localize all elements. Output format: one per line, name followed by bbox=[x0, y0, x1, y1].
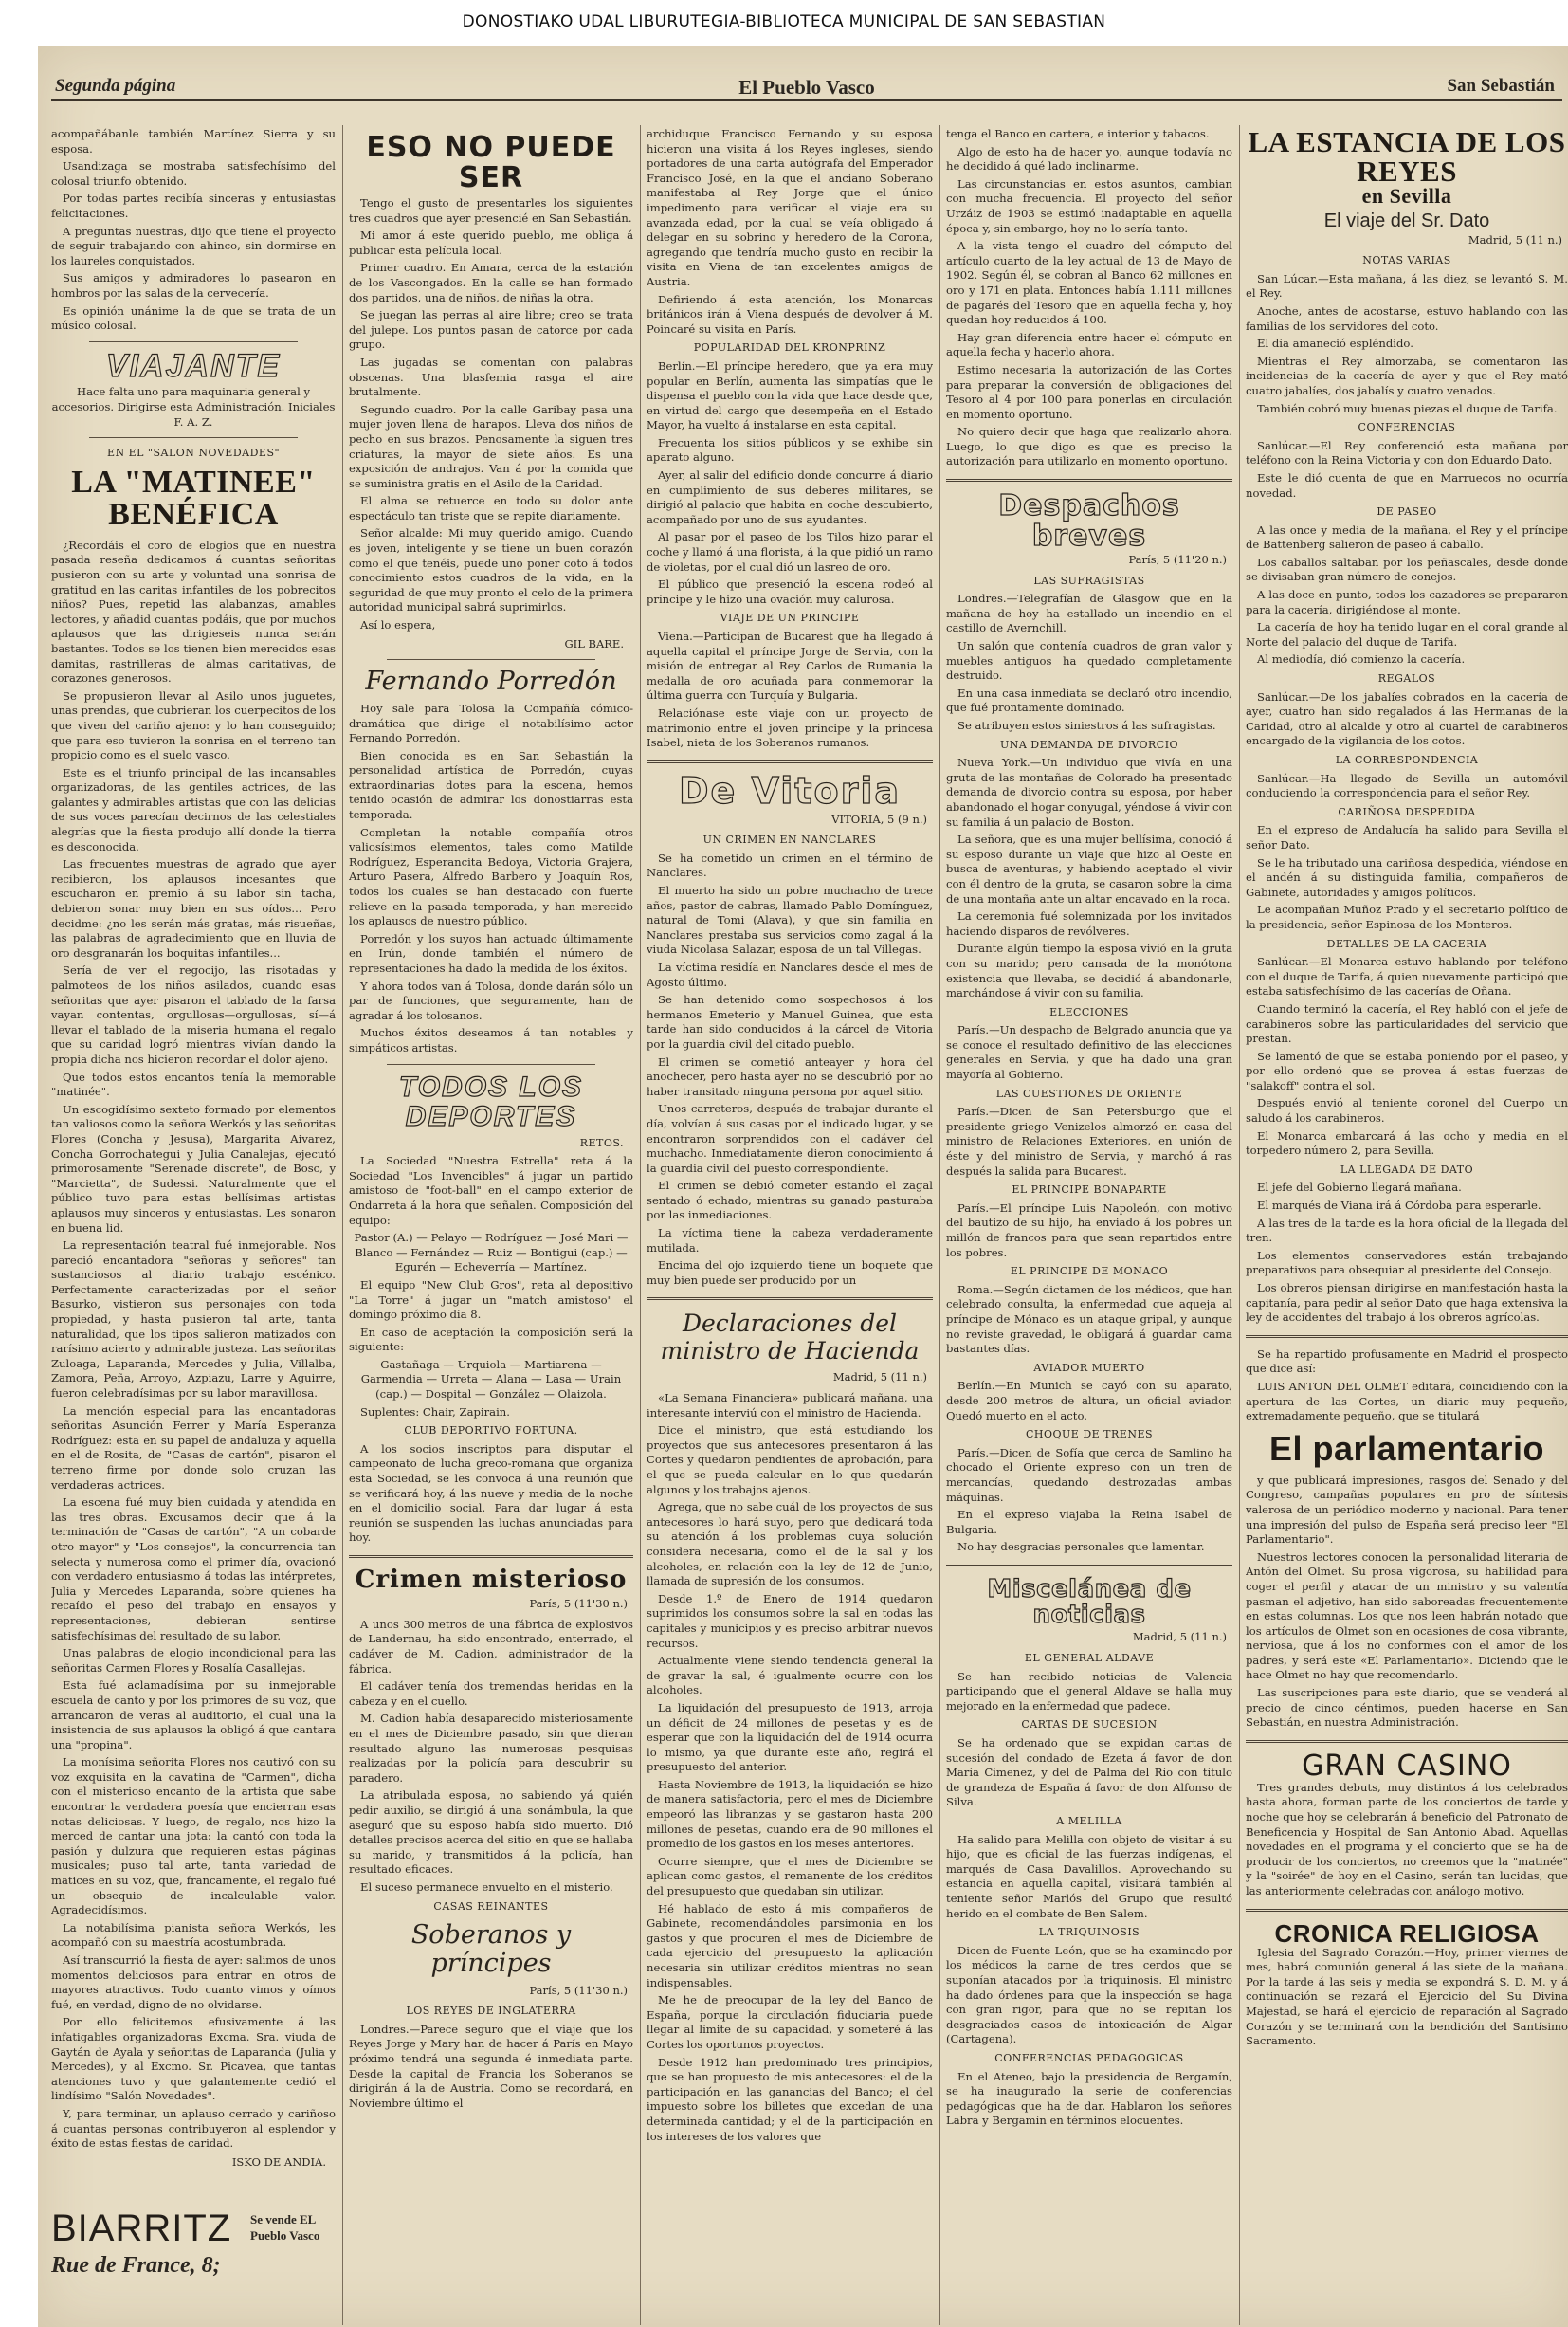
paragraph: Londres.—Telegrafían de Glasgow que en la mañana de hoy ha estallado un incendio en el castillo de Avernchill. bbox=[946, 592, 1232, 635]
paragraph: Mi amor á este querido pueblo, me obliga á publicar esta película local. bbox=[349, 229, 633, 257]
dateline: París, 5 (11'20 n.) bbox=[1128, 553, 1227, 567]
paragraph: Suplentes: Chair, Zapirain. bbox=[360, 1404, 510, 1419]
crimen-heading: Crimen misterioso bbox=[355, 1566, 628, 1594]
paragraph: Roma.—Según dictamen de los médicos, que han celebrado consulta, la enfermedad que aqueja al príncipe de Mónaco es un ataque gripal, y aunque no reviste gravedad, le obligará á guardar cama bastantes días. bbox=[946, 1282, 1232, 1356]
paragraph: La cacería de hoy ha tenido lugar en el coral grande al Norte del palacio del duque de Tarifa. bbox=[1246, 620, 1568, 649]
subhead: EL PRINCIPE BONAPARTE bbox=[1012, 1183, 1167, 1197]
column-rule bbox=[640, 125, 641, 2325]
deportes-heading: TODOS LOS DEPORTES bbox=[398, 1071, 584, 1133]
miscelanea-heading: Miscelánea de noticias bbox=[987, 1574, 1192, 1630]
subhead: LA CORRESPONDENCIA bbox=[1335, 754, 1479, 766]
paragraph: El cadáver tenía dos tremendas heridas en la cabeza y en el cuello. bbox=[349, 1679, 633, 1708]
column-rule bbox=[1239, 125, 1240, 2325]
paragraph: La Sociedad "Nuestra Estrella" reta á la Sociedad "Los Invencibles" á jugar un partido amistoso de "foot-ball" en el campo exterior de Ondarreta á la hora que señalen. Composición del equipo: bbox=[349, 1154, 633, 1227]
city-label: San Sebastián bbox=[1447, 76, 1555, 96]
newspaper-page bbox=[38, 46, 1568, 2327]
dateline: París, 5 (11'30 n.) bbox=[529, 1983, 628, 1997]
divider bbox=[387, 659, 595, 660]
paragraph: Las frecuentes muestras de agrado que ayer recibieron, los aplausos incesantes que escucharon en premio á su labor sin tacha, debieron sonar muy bien en sus oídos... Pero decidme: ¿no les serán más gratas, más risueñas, las palabras de agradecimiento que en lluvia de oro desgranarán los boquitas infantiles... bbox=[51, 857, 336, 960]
paragraph: Un salón que contenía cuadros de gran valor y muebles antiguos ha quedado completamente destruido. bbox=[946, 639, 1232, 683]
paragraph: En el expreso viajaba la Reina Isabel de Bulgaria. bbox=[946, 1508, 1232, 1536]
column-2 bbox=[349, 127, 633, 2323]
dateline: Madrid, 5 (11 n.) bbox=[832, 1370, 927, 1384]
paragraph: Encima del ojo izquierdo tiene un boquete que muy bien puede ser producido por un bbox=[647, 1258, 933, 1287]
divider bbox=[946, 479, 1232, 482]
paragraph: Se ha repartido profusamente en Madrid el prospecto que dice así: bbox=[1246, 1347, 1568, 1376]
paragraph: A unos 300 metros de una fábrica de explosivos de Landernau, ha sido encontrado, enterrado, el cadáver de M. Cadion, administrador de la fábrica. bbox=[349, 1617, 633, 1676]
paragraph: Y ahora todos van á Tolosa, donde darán sólo un par de funciones, que seguramente, han de agradar á los tolosanos. bbox=[349, 979, 633, 1022]
paragraph: París.—Dicen de Sofía que cerca de Samlino ha chocado el Oriente expreso con un tren de mercancías, quedando destrozadas ambas máquinas. bbox=[946, 1445, 1232, 1504]
dateline: Madrid, 5 (11 n.) bbox=[1468, 232, 1562, 247]
subhead: POPULARIDAD DEL KRONPRINZ bbox=[693, 341, 886, 355]
paragraph: Se le ha tributado una cariñosa despedida, viéndose en el andén á su distinguida familia, compañeros de Gabinete, autoridades y amigos políticos. bbox=[1246, 855, 1568, 899]
paragraph: Sanlúcar.—De los jabalíes cobrados en la cacería de ayer, cuatro han sido regalados á las Hermanas de la Caridad, otro al alcalde y otro al cuartel de carabineros encargado de la vigilancia de los cotos. bbox=[1246, 689, 1568, 748]
paragraph: A la vista tengo el cuadro del cómputo del artículo cuarto de la ley actual de 13 de Mayo de 1902. Según él, se cobran al Banco 62 millones en oro y 171 en plata. Entonces había 1.111 millones de pagarés del Tesoro que en aquella fecha y, hoy quedan hoy reducidos á 100. bbox=[946, 239, 1232, 327]
paragraph: La ceremonia fué solemnizada por los invitados haciendo disparos de revólveres. bbox=[946, 909, 1232, 938]
soberanos-heading: Soberanos y príncipes bbox=[410, 1920, 572, 1978]
paragraph: También cobró muy buenas piezas el duque de Tarifa. bbox=[1257, 401, 1558, 415]
paragraph: En el expreso de Andalucía ha salido para Sevilla el señor Dato. bbox=[1246, 823, 1568, 852]
divider bbox=[647, 760, 933, 763]
subhead: CONFERENCIAS bbox=[1358, 421, 1456, 434]
paragraph: Muchos éxitos deseamos á tan notables y simpáticos artistas. bbox=[349, 1026, 633, 1054]
paragraph: La víctima tiene la cabeza verdaderamente mutilada. bbox=[647, 1226, 933, 1255]
subhead: UNA DEMANDA DE DIVORCIO bbox=[999, 738, 1179, 751]
paragraph: Este le dió cuenta de que en Marruecos no ocurría novedad. bbox=[1246, 470, 1568, 500]
paragraph: Tres grandes debuts, muy distintos á los celebrados hasta ahora, forman parte de los conciertos de tarde y noche que hoy se celebrarán á beneficio del Patronato de Beneficencia y Hospital de San Antonio Abad. Aquellas novedades en el programa y el concierto que se ha de producir de los conciertos, no creemos que la "matinée" y la "soirée" de hoy en el Casino, serán tan lucidas, que las anteriormente celebradas con análogo motivo. bbox=[1246, 1780, 1568, 1897]
paragraph: En una casa inmediata se declaró otro incendio, que fué prontamente dominado. bbox=[946, 686, 1232, 715]
paragraph: Defiriendo á esta atención, los Monarcas británicos irán á Viena después de devolver á M. Poincaré su visita en París. bbox=[647, 292, 933, 336]
subhead: VIAJE DE UN PRINCIPE bbox=[720, 612, 860, 625]
paragraph: Se han detenido como sospechosos á los hermanos Emeterio y Manuel Guinea, que esta tarde han sido conducidos á la cárcel de Vitoria por la guardia civil del citado pueblo. bbox=[647, 993, 933, 1051]
paragraph: Sus amigos y admiradores lo pasearon en hombros por las salas de la cervecería. bbox=[51, 271, 336, 300]
paragraph: Hé hablado de esto á mis compañeros de Gabinete, recomendándoles parsimonia en los gastos y que procuren el mes de Diciembre de cada ejercicio del presupuesto la aplicación necesaria sin utilizar créditos mientras no sean indispensables. bbox=[647, 1901, 933, 1989]
intro-block bbox=[51, 127, 336, 334]
paragraph: Agrega, que no sabe cuál de los proyectos de sus antecesores lo hará suyo, pero que dedicará toda su atención á los problemas cuya solución considera necesaria, como el de la sal y los alcoholes, en relación con la ley de 12 de Junio, llamada de supresión de los consumos. bbox=[647, 1500, 933, 1588]
paragraph: Berlín.—En Munich se cayó con su aparato, desde 200 metros de altura, un oficial aviador. Quedó muerto en el acto. bbox=[946, 1379, 1232, 1422]
paragraph: Usandizaga se mostraba satisfechísimo del colosal triunfo obtenido. bbox=[51, 159, 336, 188]
paragraph: Desde 1.º de Enero de 1914 quedaron suprimidos los consumos sobre la sal en todas las capitales y municipios y es preciso arbitrar nuevos recursos. bbox=[647, 1591, 933, 1650]
subhead: ELECCIONES bbox=[1049, 1005, 1129, 1018]
paragraph: Los elementos conservadores están trabajando preparativos para obsequiar al presidente del Consejo. bbox=[1246, 1248, 1568, 1277]
dato-heading: El viaje del Sr. Dato bbox=[1323, 211, 1490, 231]
paragraph: Frecuenta los sitios públicos y se exhibe sin aparato alguno. bbox=[647, 435, 933, 465]
paragraph: El día amaneció espléndido. bbox=[1257, 337, 1413, 351]
subhead: UN CRIMEN EN NANCLARES bbox=[702, 834, 877, 847]
viajante-heading: VIAJANTE bbox=[105, 347, 282, 384]
dateline: VITORIA, 5 (9 n.) bbox=[831, 812, 927, 826]
paragraph: Se han recibido noticias de Valencia participando que el general Aldave se halla muy mejorado en la enfermedad que padece. bbox=[946, 1669, 1232, 1713]
paragraph: Las suscripciones para este diario, que se venderá al precio de cinco céntimos, pueden hacerse en San Sebastián, en nuestra Administración. bbox=[1246, 1686, 1568, 1730]
divider bbox=[349, 1555, 633, 1558]
paragraph: tenga el Banco en cartera, e interior y tabacos. bbox=[946, 127, 1210, 140]
paragraph: La monísima señorita Flores nos cautivó con su voz exquisita en la cavatina de "Carmen", dicha con el misterioso encanto de la artista que sabe encontrar la verdadera poesía que encierran esas notas deliciosas. Y luego, de regalo, nos hizo la merced de cantar una jota: la cantó con toda la pasión y dulzura que requieren estas páginas musicales; puso tal arte, tanta variedad de matices en su voz, que, francamente, el regalo fué un obsequio de incalculable valor. Agradecidísimos. bbox=[51, 1755, 336, 1917]
paragraph: Hasta Noviembre de 1913, la liquidación se hizo de manera satisfactoria, pero el mes de Diciembre empeoró las libranzas y se gastaron hasta 200 millones de pesetas, cuando era de 90 millones el promedio de los gastos en los meses anteriores. bbox=[647, 1777, 933, 1851]
paragraph: La notabilísima pianista señora Werkós, les acompañó con su maestría acostumbrada. bbox=[51, 1920, 336, 1950]
subhead: CARIÑOSA DESPEDIDA bbox=[1338, 805, 1476, 818]
paragraph: acompañábanle también Martínez Sierra y su esposa. bbox=[51, 127, 336, 156]
paragraph: Se ha ordenado que se expidan cartas de sucesión del condado de Ezeta á favor de don María Cimenez, y del de Palma del Río con título de grandeza de España á favor de don Alfonso de Silva. bbox=[946, 1736, 1232, 1809]
paragraph: Bien conocida es en San Sebastián la personalidad artística de Porredón, cuyas extraordinarias dotes para la escena, hemos tenido ocasión de admirar los donostiarras esta temporada. bbox=[349, 748, 633, 822]
column-3 bbox=[647, 127, 933, 2323]
subhead: CARTAS DE SUCESION bbox=[1021, 1718, 1158, 1732]
dateline: París, 5 (11'30 n.) bbox=[529, 1597, 628, 1611]
paragraph: La víctima residía en Nanclares desde el mes de Agosto último. bbox=[647, 960, 933, 989]
paragraph: En el Ateneo, bajo la presidencia de Bergamín, se ha inaugurado la serie de conferencias pedagógicas que ha de dar. Hablaron los señores Labra y Bergamín en términos elocuentes. bbox=[946, 2069, 1232, 2128]
paragraph: A las doce en punto, todos los cazadores se prepararon para la cacería, dirigiéndose al monte. bbox=[1246, 588, 1568, 616]
team-lineup: Pastor (A.) — Pelayo — Rodríguez — José Mari — Blanco — Fernández — Ruiz — Bontigui (cap.) — Egurén — Echeverría — Martínez. bbox=[354, 1231, 629, 1274]
casino-heading: GRAN CASINO bbox=[1302, 1749, 1512, 1783]
paragraph: El marqués de Viana irá á Córdoba para esperarle. bbox=[1257, 1199, 1541, 1213]
religiosa-heading: CRONICA RELIGIOSA bbox=[1274, 1918, 1540, 1948]
paragraph: Las jugadas se comentan con palabras obscenas. Una blasfemia rasga el aire brutalmente. bbox=[349, 355, 633, 399]
paragraph: Se atribuyen estos siniestros á las sufragistas. bbox=[957, 719, 1216, 732]
paragraph: Después envió al teniente coronel del Cuerpo un saludo á los carabineros. bbox=[1246, 1096, 1568, 1126]
paragraph: LUIS ANTON DEL OLMET editará, coincidiendo con la apertura de las Cortes, un diario muy pequeño, extremadamente pequeño, que se titulará bbox=[1246, 1379, 1568, 1423]
paragraph: Se propusieron llevar al Asilo unos juguetes, unas prendas, que cubrieran los cuerpecitos de los que viven del cariño ajeno: y lo han conseguido; que para eso tuvieron la sonrisa en el terreno tan propicio como es el suelo vasco. bbox=[51, 688, 336, 762]
biarritz-ad bbox=[51, 2208, 336, 2283]
library-banner: DONOSTIAKO UDAL LIBURUTEGIA-BIBLIOTECA MUNICIPAL DE SAN SEBASTIAN bbox=[0, 0, 1568, 44]
column-rule bbox=[939, 125, 940, 2325]
paragraph: La señora, que es una mujer bellísima, conoció á su esposo durante un viaje que hizo al Oeste en busca de aventuras, y habiendo aceptado el vivir con él dentro de la gruta, se casaron sobre la cima de una montaña ante un altar encavado en la roca. bbox=[946, 833, 1232, 906]
paragraph: La representación teatral fué inmejorable. Nos pareció encantadora "señoras y señores" tan sustanciosos al diario trabajo escénico. Perfectamente caracterizadas por el señor Basurko, vistieron sus personajes con toda propiedad, y hasta pusieron tal arte, tanta naturalidad, que los tipos salieron matizados con rarísimo acierto y admirable justeza. Las señoritas Zuloaga, Laparanda, Mercedes y Julia, Villalba, Zamora, Peña, Arroyo, Azpiazu, Larre y Aguirre, fueron celebradísimas por su labor maravillosa. bbox=[51, 1238, 336, 1401]
paragraph: Primer cuadro. En Amara, cerca de la estación de los Vascongados. En la calle se han formado dos partidos, una de niños, de niñas la otra. bbox=[349, 261, 633, 304]
paragraph: Sería de ver el regocijo, las risotadas y palmoteos de los niños asilados, cuando esas señoritas que ayer pisaron el tablado de la farsa vayan contentas, orgullosas—orgullosas, sí—á llevar el tablado de la miseria humana el regalo que su caridad logró mientras vivían dando la propia dicha nos hicieron recordar el dolor ajeno. bbox=[51, 963, 336, 1066]
divider bbox=[1246, 1335, 1568, 1338]
paragraph: Esta fué aclamadísima por su inmejorable escuela de canto y por los primores de su voz, que arrancaron de veras al auditorio, el cual una la insistencia de sus aplausos la obligó á que cantara una "propina". bbox=[51, 1678, 336, 1751]
salon-kicker: EN EL "SALON NOVEDADES" bbox=[106, 447, 281, 460]
eso-heading: ESO NO PUEDE SER bbox=[366, 131, 616, 194]
paragraph: París.—Un despacho de Belgrado anuncia que ya se conoce el resultado definitivo de las elecciones generales en Servia, y que ha dado una gran mayoría al Gobierno. bbox=[946, 1023, 1232, 1082]
paragraph: Hay gran diferencia entre hacer el cómputo en aquella fecha y hacerlo ahora. bbox=[946, 330, 1232, 359]
paragraph: Anoche, antes de acostarse, estuvo hablando con las familias de los servidores del coto. bbox=[1246, 303, 1568, 333]
subhead: LA LLEGADA DE DATO bbox=[1340, 1163, 1474, 1176]
dateline: Madrid, 5 (11 n.) bbox=[1132, 1630, 1227, 1644]
estancia-subheading: en Sevilla bbox=[1361, 184, 1452, 208]
paragraph: Unas palabras de elogio incondicional para las señoritas Carmen Flores y Rosalía Casallejas. bbox=[51, 1646, 336, 1675]
paragraph: Al mediodía, dió comienzo la cacería. bbox=[1257, 652, 1466, 667]
paragraph: No hay desgracias personales que lamentar. bbox=[957, 1540, 1205, 1554]
paragraph: Completan la notable compañía otros valiosísimos elementos, tales como Matilde Rodríguez, Esperancita Bedoya, Victoria Grajera, Arturo Pasera, Alfredo Barbero y Joaquín Ros, todos los cuales se han destacado con fuerte relieve en la pasada temporada, y han merecido los aplausos de nuestro público. bbox=[349, 825, 633, 928]
column-1 bbox=[51, 127, 336, 2323]
subhead: REGALOS bbox=[1377, 672, 1436, 686]
paragraph: Me he de preocupar de la ley del Banco de España, porque la circulación fiduciaria puede llegar al límite de su capacidad, y someteré á las Cortes los oportunos proyectos. bbox=[647, 1993, 933, 2051]
paragraph: Berlín.—El príncipe heredero, que ya era muy popular en Berlín, aumenta las simpatías que le dispensa el pueblo con la vida que hace desde que, en virtud del cargo que desempeña en el Estado Mayor, ha vuelto á instalarse en esta capital. bbox=[647, 358, 933, 432]
paragraph: Desde 1912 han predominado tres principios, que se han propuesto de mis antecesores: el de la participación en las ganancias del Banco; el del impuesto sobre los billetes que excedan de una determinada cantidad; y el de la participación en los intereses de los valores que bbox=[647, 2055, 933, 2143]
paragraph: Sanlúcar.—Ha llegado de Sevilla un automóvil conduciendo la correspondencia para el señor Rey. bbox=[1246, 771, 1568, 800]
paragraph: Que todos estos encantos tenía la memorable "matinée". bbox=[51, 1070, 336, 1099]
paragraph: y que publicará impresiones, rasgos del Senado y del Congreso, campañas populares en pro de síntesis valerosa de un periódico moderno y nacional. Para tener una impresión del pulso de España será preciso leer "El Parlamentario". bbox=[1246, 1473, 1568, 1547]
paragraph: A los socios inscriptos para disputar el campeonato de lucha greco-romana que organiza esta Sociedad, se les convoca á una reunión que se verificará hoy, á las nueve y media de la noche en el domicilio social. Para dar lugar á esta reunión se suspenden las luchas anunciadas para hoy. bbox=[349, 1441, 633, 1545]
subhead: CONFERENCIAS PEDAGOGICAS bbox=[994, 2051, 1184, 2064]
subhead: EL GENERAL ALDAVE bbox=[1024, 1652, 1155, 1665]
paragraph: Actualmente viene siendo tendencia general la de gravar la sal, é igualmente ocurre con los alcoholes. bbox=[647, 1654, 933, 1697]
divider bbox=[1246, 1740, 1568, 1743]
paragraph: Porredón y los suyos han actuado últimamente en Irún, donde también el número de representaciones ha dado la medida de los éxitos. bbox=[349, 931, 633, 975]
paragraph: El crimen se cometió anteayer y hora del anochecer, pero hasta ayer no se descubrió por no haber transitado ninguna persona por aquel sitio. bbox=[647, 1054, 933, 1098]
paragraph: A preguntas nuestras, dijo que tiene el proyecto de seguir trabajando con ahinco, sin dormirse en los laureles conquistados. bbox=[51, 224, 336, 267]
ad-note: Se vende EL Pueblo Vasco bbox=[250, 2212, 320, 2243]
paragraph: Sanlúcar.—El Monarca estuvo hablando por teléfono con el duque de Tarifa, á quien nuevamente participó que estaba satisfechísimo de las cacerías de Oñana. bbox=[1246, 955, 1568, 999]
paragraph: En caso de aceptación la composición será la siguiente: bbox=[349, 1325, 633, 1354]
divider bbox=[89, 341, 298, 342]
paragraph: Por todas partes recibía sinceras y entusiastas felicitaciones. bbox=[51, 192, 336, 220]
paragraph: Los obreros piensan dirigirse en manifestación hasta la capitanía, para pedir al señor Dato que haga extensiva la ley de accidentes del trabajo á los obreros agrícolas. bbox=[1246, 1281, 1568, 1325]
paragraph: Se ha cometido un crimen en el término de Nanclares. bbox=[647, 851, 933, 880]
paragraph: San Lúcar.—Esta mañana, á las diez, se levantó S. M. el Rey. bbox=[1246, 271, 1568, 301]
paragraph: Mientras el Rey almorzaba, se comentaron las incidencias de la cacería de ayer y que el Rey mató cuatro jabalíes, dos jabalís y cuatro venados. bbox=[1246, 354, 1568, 397]
running-head bbox=[51, 74, 1562, 101]
paragraph: Le acompañan Muñoz Prado y el secretario político de la presidencia, señor Espinosa de los Monteros. bbox=[1246, 903, 1568, 931]
paragraph: Hoy sale para Tolosa la Compañía cómico-dramática que dirige el notabilísimo actor Fernando Porredón. bbox=[349, 701, 633, 745]
paragraph: Se juegan las perras al aire libre; creo se trata del julepe. Los puntos pasan de catorce por cada grupo. bbox=[349, 308, 633, 352]
declaraciones-heading: Declaraciones del ministro de Hacienda bbox=[660, 1310, 920, 1365]
paragraph: ¿Recordáis el coro de elogios que en nuestra pasada reseña dedicamos á cuantas señoritas pusieron con su arte y voluntad una sonrisa de gratitud en las caritas infantiles de los pobrecitos niños? Pues, repetid las alabanzas, amables lectores, y añadid cuantas podáis, que por muchos aplausos que las dirigieseis nunca serán bastantes. Todos se los tienen bien merecidos esas damitas, rastrilleras de almas caritativas, de corazones generosos. bbox=[51, 538, 336, 686]
team-lineup: Gastañaga — Urquiola — Martiarena — Garmendia — Urreta — Alana — Lasa — Urain (cap.) — Dospital — González — Olaizola. bbox=[360, 1357, 622, 1402]
divider bbox=[1246, 1909, 1568, 1912]
paragraph: El suceso permanece envuelto en el misterio. bbox=[360, 1879, 613, 1894]
paragraph: Unos carreteros, después de trabajar durante el día, volvían á sus casas por el indicado lugar, y se encontraron sorprendidos con el cadáver del muchacho. Inmediatamente dieron conocimiento á la guardia civil del puesto correspondiente. bbox=[647, 1102, 933, 1175]
paragraph: Sanlúcar.—El Rey conferenció esta mañana por teléfono con la Reina Victoria y con don Eduardo Dato. bbox=[1246, 438, 1568, 467]
divider bbox=[387, 1064, 595, 1065]
subhead: EL PRINCIPE DE MONACO bbox=[1010, 1265, 1169, 1278]
paragraph: Dicen de Fuente León, que se ha examinado por los médicos la carne de tres cerdos que se suponían atacados por la triquinosis. El ministro ha dado órdenes para que la inspección se haga con gran rigor, para que no se repitan los desgraciados casos de intoxicación de Algar (Cartagena). bbox=[946, 1943, 1232, 2046]
paragraph: Este es el triunfo principal de las incansables organizadoras, de las gentiles actrices, de las galantes y admirables artistas que con las delicias de sus voces parecían decirnos de las celestiales alegrías que la fiesta produjo allí donde la tierra es desconocida. bbox=[51, 765, 336, 853]
signature: GIL BARE. bbox=[564, 636, 624, 650]
subhead: LAS CUESTIONES DE ORIENTE bbox=[995, 1087, 1183, 1100]
paragraph: Por ello felicitemos efusivamente á las infatigables organizadoras Excma. Sra. viuda de Gaytán de Ayala y señoritas de Laparanda (Julia y Mercedes), y al Excmo. Sr. Picavea, que tantas atenciones tuvo y que galantemente cedió el lindísimo "Salón Novedades". bbox=[51, 2015, 336, 2103]
paragraph: Los caballos saltaban por los peñascales, desde donde se divisaban gran número de conejos. bbox=[1246, 555, 1568, 584]
subhead: AVIADOR MUERTO bbox=[1033, 1361, 1145, 1374]
paragraph: A las tres de la tarde es la hora oficial de la llegada del tren. bbox=[1246, 1216, 1568, 1245]
paragraph: Viena.—Participan de Bucarest que ha llegado á aquella capital el príncipe Jorge de Servia, con la misión de entregar al Rey Carlos de Rumania la medalla de oro acuñada para conmemorar la última guerra con Turquía y Bulgaria. bbox=[647, 630, 933, 703]
paragraph: El crimen se debió cometer estando el zagal sentado ó echado, mientras su ganado pasturaba por las inmediaciones. bbox=[647, 1179, 933, 1222]
vitoria-heading: De Vitoria bbox=[679, 769, 901, 812]
paragraph: Cuando terminó la cacería, el Rey habló con el jefe de carabineros sobre las particularidades del servicio que prestan. bbox=[1246, 1001, 1568, 1046]
paragraph: El alma se retuerce en todo su dolor ante espectáculo tan triste que se repite diariamente. bbox=[349, 494, 633, 522]
subhead: LOS REYES DE INGLATERRA bbox=[406, 2005, 576, 2018]
ad-city: BIARRITZ bbox=[51, 2208, 232, 2249]
paragraph: «La Semana Financiera» publicará mañana, una interesante interviú con el ministro de Hacienda. bbox=[647, 1391, 933, 1420]
divider bbox=[946, 1565, 1232, 1567]
matinee-heading: LA "MATINEE" BENÉFICA bbox=[71, 464, 316, 532]
paragraph: Es opinión unánime la de que se trata de un músico colosal. bbox=[51, 303, 336, 333]
paragraph: Las circunstancias en estos asuntos, cambian con mucha frecuencia. El proyecto del señor Urzáiz de 1903 se estimó inadaptable en aquella época y, sin embargo, hoy no lo sería tanto. bbox=[946, 176, 1232, 235]
viajante-text: Hace falta uno para maquinaria general y accesorios. Dirigirse esta Administración. Iniciales F. A. Z. bbox=[51, 385, 336, 429]
paragraph: No quiero decir que haga que realizarlo ahora. Luego, lo que digo es que es preciso la autorización para utilizarlo en momento oportuno. bbox=[946, 425, 1232, 468]
paragraph: Así transcurrió la fiesta de ayer: salimos de unos momentos deliciosos para entrar en otros de mayores atractivos. Todo cuanto vimos y oímos fué, en verdad, digno de no olvidarse. bbox=[51, 1953, 336, 2011]
paragraph: Iglesia del Sagrado Corazón.—Hoy, primer viernes de mes, habrá comunión general á las siete de la mañana. Por la tarde á las seis y media se expondrá S. D. M. y á continuación se rezará el Ejercicio del Su Divina Majestad, se hará el ejercicio de reparación al Sagrado Corazón y se terminará con la bendición del Santísimo Sacramento. bbox=[1246, 1945, 1568, 2048]
column-5 bbox=[1246, 127, 1568, 2323]
paragraph: Y, para terminar, un aplauso cerrado y cariñoso á cuantas personas contribuyeron al esplendor y éxito de estas fiestas de caridad. bbox=[51, 2106, 336, 2151]
paragraph: Dice el ministro, que está estudiando los proyectos que sus antecesores presentaron á las Cortes y quedaron pendientes de aprobación, para el que se pueda calcular en lo que quedarán algunos y los trabajos ajenos. bbox=[647, 1423, 933, 1496]
paragraph: Tengo el gusto de presentarles los siguientes tres cuadros que ayer presencié en San Sebastián. bbox=[349, 196, 633, 225]
paragraph: Segundo cuadro. Por la calle Garibay pasa una mujer joven llena de harapos. Lleva dos niños de pecho en sus brazos. Penosamente la siguen tres criaturas, la mayor de siete años. Es una exposición de andrajos. Van á por la comida que se suministra gratis en el Asilo de la Caridad. bbox=[349, 402, 633, 490]
subhead: A MELILLA bbox=[1056, 1815, 1122, 1827]
estancia-heading: LA ESTANCIA DE LOS REYES bbox=[1248, 127, 1566, 188]
masthead-title: El Pueblo Vasco bbox=[738, 76, 875, 99]
column-4 bbox=[946, 127, 1232, 2323]
subhead: LA TRIQUINOSIS bbox=[1038, 1926, 1140, 1939]
paragraph: Ocurre siempre, que el mes de Diciembre se aplican como gastos, el remanente de los créditos del presupuesto que quedaban sin utilizar. bbox=[647, 1854, 933, 1898]
paragraph: París.—El príncipe Luis Napoleón, con motivo del bautizo de su hijo, ha enviado á los pobres un millón de francos para que sean repartidos entre los pobres. bbox=[946, 1200, 1232, 1259]
paragraph: Ayer, al salir del edificio donde concurre á diario en cumplimiento de sus deberes militares, se dirigió al palacio que habita en coche descubierto, acompañado por uno de sus ayudantes. bbox=[647, 468, 933, 526]
ad-street: Rue de France, 8; bbox=[51, 2253, 221, 2278]
paragraph: Estimo necesaria la autorización de las Cortes para preparar la conversión de obligaciones del Tesoro al 4 por 100 para ponerlas en circulación en momento oportuno. bbox=[946, 362, 1232, 421]
paragraph: M. Cadion había desaparecido misteriosamente en el mes de Diciembre pasado, sin que dieran resultado alguno las numerosas pesquisas realizadas por la policía para descubrir su paradero. bbox=[349, 1712, 633, 1785]
paragraph: El público que presenció la escena rodeó al príncipe y le hizo una ovación muy calurosa. bbox=[647, 577, 933, 606]
paragraph: El muerto ha sido un pobre muchacho de trece años, pastor de cabras, llamado Pablo Domínguez, natural de Tomi (Alava), y que sin familia en Nanclares prestaba sus servicios como zagal á la viuda Nicolasa Salazar, esposa de un tal Villegas. bbox=[647, 884, 933, 957]
subhead: DETALLES DE LA CACERIA bbox=[1326, 937, 1487, 950]
paragraph: Señor alcalde: Mi muy querido amigo. Cuando es joven, inteligente y se tiene un buen corazón como el que tenéis, puede uno poner coto á todos conocimiento estos cuadros de la vida, en la seguridad de que muy pronto el celo de la primera autoridad municipal sabrá suprimirlos. bbox=[349, 526, 633, 614]
paragraph: La liquidación del presupuesto de 1913, arroja un déficit de 24 millones de pesetas y es de esperar que con la liquidación del de 1914 ocurra lo mismo, ya que durante este año, regirá el presupuesto del anterior. bbox=[647, 1700, 933, 1774]
subhead: LAS SUFRAGISTAS bbox=[1033, 574, 1145, 587]
paragraph: La atribulada esposa, no sabiendo yá quién pedir auxilio, se dirigió á una sonámbula, la que aseguró que su esposo había sido muerto. Dió detalles precisos acerca del sitio en que se hallaba su marido, y transmitidos á la policía, han resultado eficaces. bbox=[349, 1788, 633, 1877]
despachos-heading: Despachos breves bbox=[998, 489, 1180, 553]
column-rule bbox=[342, 125, 343, 2325]
subhead: NOTAS VARIAS bbox=[1362, 254, 1451, 267]
retos-label: RETOS. bbox=[579, 1136, 624, 1149]
paragraph: La mención especial para las encantadoras señoritas Asunción Ferrer y María Esperanza Rodríguez: esta en su papel de andaluza y aquella en el de Rosita, de "Casas de cartón", pisaron el terreno firme por donde solo cruzan las verdaderas actrices. bbox=[51, 1403, 336, 1492]
paragraph: El equipo "New Club Gros", reta al depositivo "La Torre" á jugar un "match amistoso" el domingo próximo día 8. bbox=[349, 1277, 633, 1322]
paragraph: Un escogidísimo sexteto formado por elementos tan valiosos como la señora Werkós y las señoritas Flores (Concha y Jesusa), Margarita Aivarez, Concha Gorrochategui y Julia Canalejas, ejecutó primorosamente "Serenade discrete", de Bosc, y "Marcietta", de Sudessi. Naturalmente que el público tuvo para estas bellísimas artistas aplausos muy sinceros y entusiastas. Les sonaron en buena lid. bbox=[51, 1102, 336, 1235]
paragraph: Nueva York.—Un individuo que vivía en una gruta de las montañas de Colorado ha presentado demanda de divorcio contra su esposa, por haber abandonado el hogar conyugal, yéndose á vivir con su familia á un palacio de Boston. bbox=[946, 756, 1232, 829]
paragraph: Ha salido para Melilla con objeto de visitar á su hijo, que es oficial de las fuerzas indígenas, el marqués de Casa Davalillos. Aprovechando su estancia en aquella capital, visitará también al teniente señor Marlós del Grupo que resultó herido en el combate de Ben Salem. bbox=[946, 1832, 1232, 1920]
paragraph: archiduque Francisco Fernando y su esposa hicieron una visita á los Reyes ingleses, siendo portadores de una carta autógrafa del Emperador Francisco José, en la que el anciano Soberano manifestaba al Rey Jorge que el único impedimento para verificar el viaje era su avanzada edad, por la cual se veía obligado á delegar en su sobrino y heredero de la Corona, agregando que tendría mucho gusto en recibir la visita en Viena de tan excelentes amigos de Austria. bbox=[647, 127, 933, 288]
paragraph: Londres.—Parece seguro que el viaje que los Reyes Jorge y Mary han de hacer á París en Mayo próximo tendrá una segunda é inmediata parte. Desde la capital de Francia los Soberanos se dirigirán á la de Austria. Como se recordará, en Noviembre último el bbox=[349, 2022, 633, 2110]
subhead: CHOQUE DE TRENES bbox=[1025, 1428, 1154, 1441]
paragraph: La escena fué muy bien cuidada y atendida en las tres obras. Excusamos decir que á la terminación de "Casas de cartón", "A un cobarde otro mayor" y "Los consejos", la concurrencia tan selecta y numerosa como el primer día, ovacionó con verdadero entusiasmo á todas las intérpretes, Julia y Mercedes Laparanda, sobre quienes ha recaído el peso del trabajo en ensayos y representaciones, debieran sentirse satisfechísimas del resultado de su labor. bbox=[51, 1495, 336, 1642]
casas-reinantes-kicker: CASAS REINANTES bbox=[433, 1899, 549, 1913]
paragraph: Algo de esto ha de hacer yo, aunque todavía no he decidido á qué lado inclinarme. bbox=[946, 144, 1232, 174]
paragraph: El Monarca embarcará á las ocho y media en el torpedero número 2, para Sevilla. bbox=[1246, 1128, 1568, 1158]
parlamentario-heading: El parlamentario bbox=[1268, 1428, 1545, 1468]
paragraph: Al pasar por el paseo de los Tilos hizo parar el coche y llamó á una florista, á la que pidió un ramo de violetas, por el cual dió un lasreo de oro. bbox=[647, 530, 933, 574]
paragraph: El jefe del Gobierno llegará mañana. bbox=[1257, 1181, 1462, 1195]
divider bbox=[89, 437, 298, 438]
paragraph: Relaciónase este viaje con un proyecto de matrimonio entre el joven príncipe y la princesa Isabel, nieta de los Soberanos rumanos. bbox=[647, 705, 933, 750]
paragraph: Nuestros lectores conocen la personalidad literaria de Antón del Olmet. Su prosa vigorosa, su habilidad para coger el perfil y atacar de un ministro y su valentía pasman el adjetivo, han sido saboreadas frecuentemente en estas columnas. Los que nos leen habrán notado que los artículos de Olmet son en ocasiones de cosa vibrante, nerviosa, que á los no conformes con el amor de los padres, y será este «El Parlamentario». Diciendo que le hace Olmet no hay que recomendarlo. bbox=[1246, 1549, 1568, 1682]
paragraph: Durante algún tiempo la esposa vivió en la gruta con su marido; pero cansada de la monótona existencia que llevaba, se decidió á abandonarle, marchándose á vivir con su familia. bbox=[946, 942, 1232, 1000]
page-label: Segunda página bbox=[55, 76, 176, 96]
paragraph: París.—Dicen de San Petersburgo que el presidente griego Venizelos almorzó en casa del ministro de Relaciones Exteriores, en unión de éste y del ministro de Servia, y marchó á ras después la salida para Bucarest. bbox=[946, 1105, 1232, 1178]
fortuna-subhead: CLUB DEPORTIVO FORTUNA. bbox=[404, 1424, 578, 1438]
paragraph: Se lamentó de que se estaba poniendo por el paseo, y por ello ordenó que se provea á estas fuerzas de "salakoff" contra el sol. bbox=[1246, 1049, 1568, 1092]
paragraph: Así lo espera, bbox=[360, 618, 436, 632]
paragraph: A las once y media de la mañana, el Rey y el príncipe de Battenberg salieron de paseo á caballo. bbox=[1246, 522, 1568, 552]
subhead: DE PASEO bbox=[1377, 505, 1437, 519]
divider bbox=[647, 1297, 933, 1300]
fernando-heading: Fernando Porredón bbox=[365, 667, 617, 697]
signature: ISKO DE ANDIA. bbox=[231, 2154, 326, 2169]
